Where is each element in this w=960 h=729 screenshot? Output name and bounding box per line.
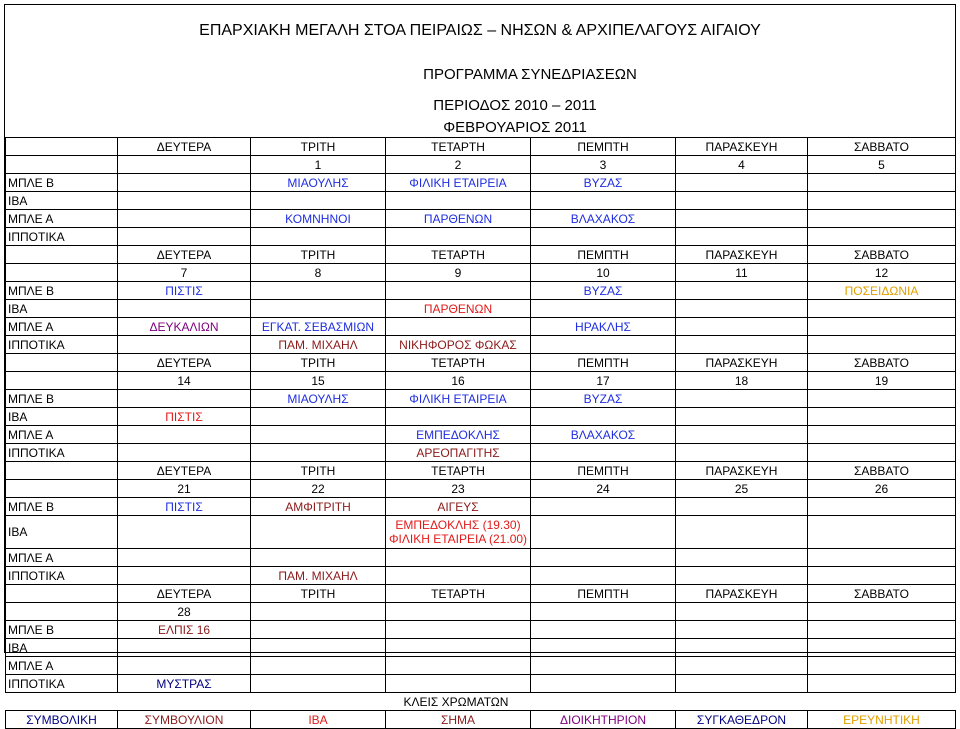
event-cell [531,192,676,210]
date-cell: 9 [386,264,531,282]
legend-title: ΚΛΕΙΣ ΧΡΩΜΑΤΩΝ [118,693,956,711]
day-header: ΠΑΡΑΣΚΕΥΗ [676,138,808,156]
event-cell [808,336,956,354]
day-header: ΤΕΤΑΡΤΗ [386,462,531,480]
date-cell: 3 [531,156,676,174]
event-cell: ΝΙΚΗΦΟΡΟΣ ΦΩΚΑΣ [386,336,531,354]
event-cell [251,408,386,426]
day-header-row [6,462,956,480]
date-cell: 4 [676,156,808,174]
event-cell: ΠΑΡΘΕΝΩΝ [386,210,531,228]
hall-label: ΜΠΛΕ Β [6,621,118,639]
day-header: ΠΑΡΑΣΚΕΥΗ [676,462,808,480]
event-cell: ΒΥΖΑΣ [531,390,676,408]
event-cell [808,675,956,693]
date-row [6,603,956,621]
event-cell [676,336,808,354]
hall-label: ΜΠΛΕ Β [6,282,118,300]
event-cell [386,657,531,675]
event-cell [118,444,251,462]
event-cell [386,192,531,210]
period-title: ΠΕΡΙΟΔΟΣ 2010 – 2011 [433,97,597,114]
date-cell [118,156,251,174]
hall-label: ΙΒΑ [6,639,118,657]
empty-cell [6,480,118,498]
event-cell: ΜΙΑΟΥΛΗΣ [251,174,386,192]
hall-label: ΙΠΠΟΤΙΚΑ [6,336,118,354]
day-header: ΤΡΙΤΗ [251,246,386,264]
event-cell: ΗΡΑΚΛΗΣ [531,318,676,336]
event-cell [531,639,676,657]
event-cell [808,621,956,639]
page-title: ΕΠΑΡΧΙΑΚΗ ΜΕΓΑΛΗ ΣΤΟΑ ΠΕΙΡΑΙΩΣ – ΝΗΣΩΝ & ΑΡΧΙΠΕΛΑΓΟΥΣ ΑΙΓΑΙΟΥ [199,22,761,39]
event-cell [251,621,386,639]
date-cell [531,603,676,621]
event-cell: ΑΜΦΙΤΡΙΤΗ [251,498,386,516]
day-header: ΤΕΤΑΡΤΗ [386,246,531,264]
event-cell [808,426,956,444]
event-cell: ΒΥΖΑΣ [531,174,676,192]
date-cell: 28 [118,603,251,621]
event-cell [386,408,531,426]
event-cell: ΠΙΣΤΙΣ [118,498,251,516]
event-cell [676,567,808,585]
date-cell: 22 [251,480,386,498]
event-cell [251,426,386,444]
event-cell [118,567,251,585]
hall-label: ΙΠΠΟΤΙΚΑ [6,228,118,246]
event-cell [808,318,956,336]
event-cell: ΠΑΜ. ΜΙΧΑΗΛ [251,567,386,585]
event-cell [118,639,251,657]
event-cell [808,390,956,408]
event-cell [118,210,251,228]
legend-item: ΣΗΜΑ [386,711,531,729]
date-cell: 8 [251,264,386,282]
event-cell: ΜΙΑΟΥΛΗΣ [251,390,386,408]
event-cell [118,657,251,675]
program-title: ΠΡΟΓΡΑΜΜΑ ΣΥΝΕΔΡΙΑΣΕΩΝ [423,66,637,83]
event-cell [676,498,808,516]
event-cell [251,516,386,549]
event-cell [531,444,676,462]
event-cell [531,657,676,675]
day-header: ΤΕΤΑΡΤΗ [386,354,531,372]
hall-label: ΜΠΛΕ Β [6,174,118,192]
date-cell: 1 [251,156,386,174]
event-cell [251,549,386,567]
event-cell [676,657,808,675]
day-header-row [6,585,956,603]
hall-label: ΜΠΛΕ Α [6,318,118,336]
day-header: ΔΕΥΤΕΡΑ [118,246,251,264]
hall-row [6,300,956,318]
event-cell [118,390,251,408]
date-cell: 14 [118,372,251,390]
hall-label: ΙΒΑ [6,300,118,318]
date-cell: 26 [808,480,956,498]
day-header: ΔΕΥΤΕΡΑ [118,138,251,156]
date-cell [808,603,956,621]
hall-label: ΙΠΠΟΤΙΚΑ [6,444,118,462]
event-cell [531,300,676,318]
day-header: ΤΕΤΑΡΤΗ [386,585,531,603]
event-cell: ΠΙΣΤΙΣ [118,282,251,300]
event-cell: ΠΑΜ. ΜΙΧΑΗΛ [251,336,386,354]
date-cell: 16 [386,372,531,390]
legend-row [6,711,956,729]
event-cell [676,675,808,693]
event-cell [386,567,531,585]
event-cell: ΦΙΛΙΚΗ ΕΤΑΙΡΕΙΑ [386,174,531,192]
hall-row [6,174,956,192]
event-cell [808,408,956,426]
event-cell [531,516,676,549]
hall-row [6,516,956,549]
event-cell [808,192,956,210]
day-header: ΤΕΤΑΡΤΗ [386,138,531,156]
day-header: ΤΡΙΤΗ [251,585,386,603]
event-cell [808,657,956,675]
event-cell [676,174,808,192]
event-cell [386,318,531,336]
hall-label: ΙΒΑ [6,408,118,426]
hall-label: ΜΠΛΕ Β [6,498,118,516]
hall-row [6,408,956,426]
event-cell [808,516,956,549]
day-header: ΠΕΜΠΤΗ [531,462,676,480]
date-cell: 11 [676,264,808,282]
date-row [6,264,956,282]
hall-row [6,210,956,228]
event-cell: ΒΛΑΧΑΚΟΣ [531,210,676,228]
event-cell [676,549,808,567]
empty-cell [6,354,118,372]
event-cell: ΕΓΚΑΤ. ΣΕΒΑΣΜΙΩΝ [251,318,386,336]
hall-label: ΜΠΛΕ Α [6,210,118,228]
event-line: ΦΙΛΙΚΗ ΕΤΑΙΡΕΙΑ (21.00) [388,532,528,546]
event-cell [251,657,386,675]
date-cell: 7 [118,264,251,282]
event-cell [118,516,251,549]
event-cell [676,426,808,444]
event-cell [531,549,676,567]
date-cell: 5 [808,156,956,174]
day-header: ΣΑΒΒΑΤΟ [808,138,956,156]
day-header: ΠΕΜΠΤΗ [531,246,676,264]
date-cell: 17 [531,372,676,390]
date-cell: 10 [531,264,676,282]
event-cell [118,426,251,444]
event-cell [386,639,531,657]
hall-row [6,444,956,462]
day-header: ΔΕΥΤΕΡΑ [118,585,251,603]
date-row [6,480,956,498]
day-header: ΤΡΙΤΗ [251,138,386,156]
date-cell: 21 [118,480,251,498]
event-cell: ΑΙΓΕΥΣ [386,498,531,516]
event-cell [118,228,251,246]
event-cell: ΒΛΑΧΑΚΟΣ [531,426,676,444]
date-cell: 2 [386,156,531,174]
day-header-row [6,138,956,156]
event-cell [808,549,956,567]
day-header-row [6,354,956,372]
event-cell: ΚΟΜΝΗΝΟΙ [251,210,386,228]
day-header: ΣΑΒΒΑΤΟ [808,585,956,603]
event-cell [808,300,956,318]
event-cell [676,390,808,408]
event-cell [118,549,251,567]
hall-row [6,318,956,336]
event-cell [676,228,808,246]
date-cell: 15 [251,372,386,390]
empty-cell [6,585,118,603]
event-cell: ΠΟΣΕΙΔΩΝΙΑ [808,282,956,300]
event-cell [386,549,531,567]
hall-label: ΙΠΠΟΤΙΚΑ [6,567,118,585]
day-header: ΣΑΒΒΑΤΟ [808,246,956,264]
day-header: ΠΕΜΠΤΗ [531,354,676,372]
hall-row [6,549,956,567]
event-cell [676,639,808,657]
day-header-row [6,246,956,264]
event-line: ΕΜΠΕΔΟΚΛΗΣ (19.30) [395,518,521,532]
empty-cell [6,693,118,711]
empty-cell [6,138,118,156]
hall-row [6,282,956,300]
legend-item: ΣΥΜΒΟΛΙΚΗ [6,711,118,729]
event-cell [531,408,676,426]
legend-item: ΕΡΕΥΝΗΤΙΚΗ [808,711,956,729]
event-cell [251,675,386,693]
hall-label: ΙΠΠΟΤΙΚΑ [6,675,118,693]
event-cell [386,282,531,300]
date-cell: 12 [808,264,956,282]
date-cell: 24 [531,480,676,498]
event-cell [531,567,676,585]
date-cell [251,603,386,621]
event-cell [251,282,386,300]
day-header: ΤΡΙΤΗ [251,354,386,372]
day-header: ΠΑΡΑΣΚΕΥΗ [676,585,808,603]
event-cell [386,516,531,549]
date-cell: 18 [676,372,808,390]
event-cell [531,675,676,693]
event-cell [808,444,956,462]
hall-row [6,390,956,408]
date-row [6,372,956,390]
event-cell [808,228,956,246]
day-header: ΔΕΥΤΕΡΑ [118,354,251,372]
event-cell [118,174,251,192]
legend-item: ΙΒΑ [251,711,386,729]
event-cell [251,444,386,462]
hall-label: ΜΠΛΕ Α [6,426,118,444]
empty-cell [6,462,118,480]
event-cell [251,192,386,210]
event-cell [676,444,808,462]
hall-label: ΙΒΑ [6,192,118,210]
legend-item: ΔΙΟΙΚΗΤΗΡΙΟΝ [531,711,676,729]
hall-row [6,336,956,354]
day-header: ΠΑΡΑΣΚΕΥΗ [676,354,808,372]
event-cell [386,675,531,693]
empty-cell [6,264,118,282]
date-row [6,156,956,174]
day-header: ΣΑΒΒΑΤΟ [808,462,956,480]
hall-row [6,567,956,585]
date-cell: 25 [676,480,808,498]
hall-row [6,192,956,210]
event-cell [251,639,386,657]
event-cell [118,336,251,354]
hall-label: ΙΒΑ [6,516,118,549]
schedule-sheet [4,4,956,727]
event-cell [386,621,531,639]
hall-row [6,426,956,444]
schedule-table [5,137,956,729]
empty-cell [6,156,118,174]
event-cell: ΠΙΣΤΙΣ [118,408,251,426]
event-cell [676,318,808,336]
day-header: ΔΕΥΤΕΡΑ [118,462,251,480]
day-header: ΤΡΙΤΗ [251,462,386,480]
date-cell: 23 [386,480,531,498]
event-cell [808,210,956,228]
event-cell [676,192,808,210]
event-cell [251,228,386,246]
event-cell [531,621,676,639]
event-cell [531,228,676,246]
day-header: ΠΕΜΠΤΗ [531,138,676,156]
event-cell [808,174,956,192]
hall-row [6,657,956,675]
event-cell: ΠΑΡΘΕΝΩΝ [386,300,531,318]
hall-row [6,498,956,516]
empty-cell [6,372,118,390]
empty-cell [6,603,118,621]
event-cell [118,300,251,318]
event-cell [676,516,808,549]
hall-label: ΜΠΛΕ Β [6,390,118,408]
event-cell [676,282,808,300]
hall-row [6,621,956,639]
event-cell [251,300,386,318]
event-cell: ΕΛΠΙΣ 16 [118,621,251,639]
event-cell [386,228,531,246]
empty-cell [6,246,118,264]
hall-row [6,228,956,246]
date-cell [676,603,808,621]
event-cell [676,300,808,318]
hall-row [6,675,956,693]
day-header: ΠΑΡΑΣΚΕΥΗ [676,246,808,264]
event-cell: ΦΙΛΙΚΗ ΕΤΑΙΡΕΙΑ [386,390,531,408]
event-cell [676,210,808,228]
event-cell [531,498,676,516]
event-cell: ΑΡΕΟΠΑΓΙΤΗΣ [386,444,531,462]
event-cell [808,567,956,585]
hall-label: ΜΠΛΕ Α [6,549,118,567]
legend-item: ΣΥΜΒΟΥΛΙΟΝ [118,711,251,729]
date-cell: 19 [808,372,956,390]
event-cell [676,408,808,426]
legend-title-row [6,693,956,711]
date-cell [386,603,531,621]
event-cell [808,498,956,516]
legend-item: ΣΥΓΚΑΘΕΔΡΟΝ [676,711,808,729]
event-cell [531,336,676,354]
day-header: ΣΑΒΒΑΤΟ [808,354,956,372]
month-title: ΦΕΒΡΟΥΑΡΙΟΣ 2011 [443,119,587,136]
event-cell: ΕΜΠΕΔΟΚΛΗΣ [386,426,531,444]
hall-row [6,639,956,657]
hall-label: ΜΠΛΕ Α [6,657,118,675]
day-header: ΠΕΜΠΤΗ [531,585,676,603]
event-cell [118,192,251,210]
event-cell: ΔΕΥΚΑΛΙΩΝ [118,318,251,336]
event-cell [676,621,808,639]
event-cell: ΜΥΣΤΡΑΣ [118,675,251,693]
event-cell [808,639,956,657]
event-cell: ΒΥΖΑΣ [531,282,676,300]
